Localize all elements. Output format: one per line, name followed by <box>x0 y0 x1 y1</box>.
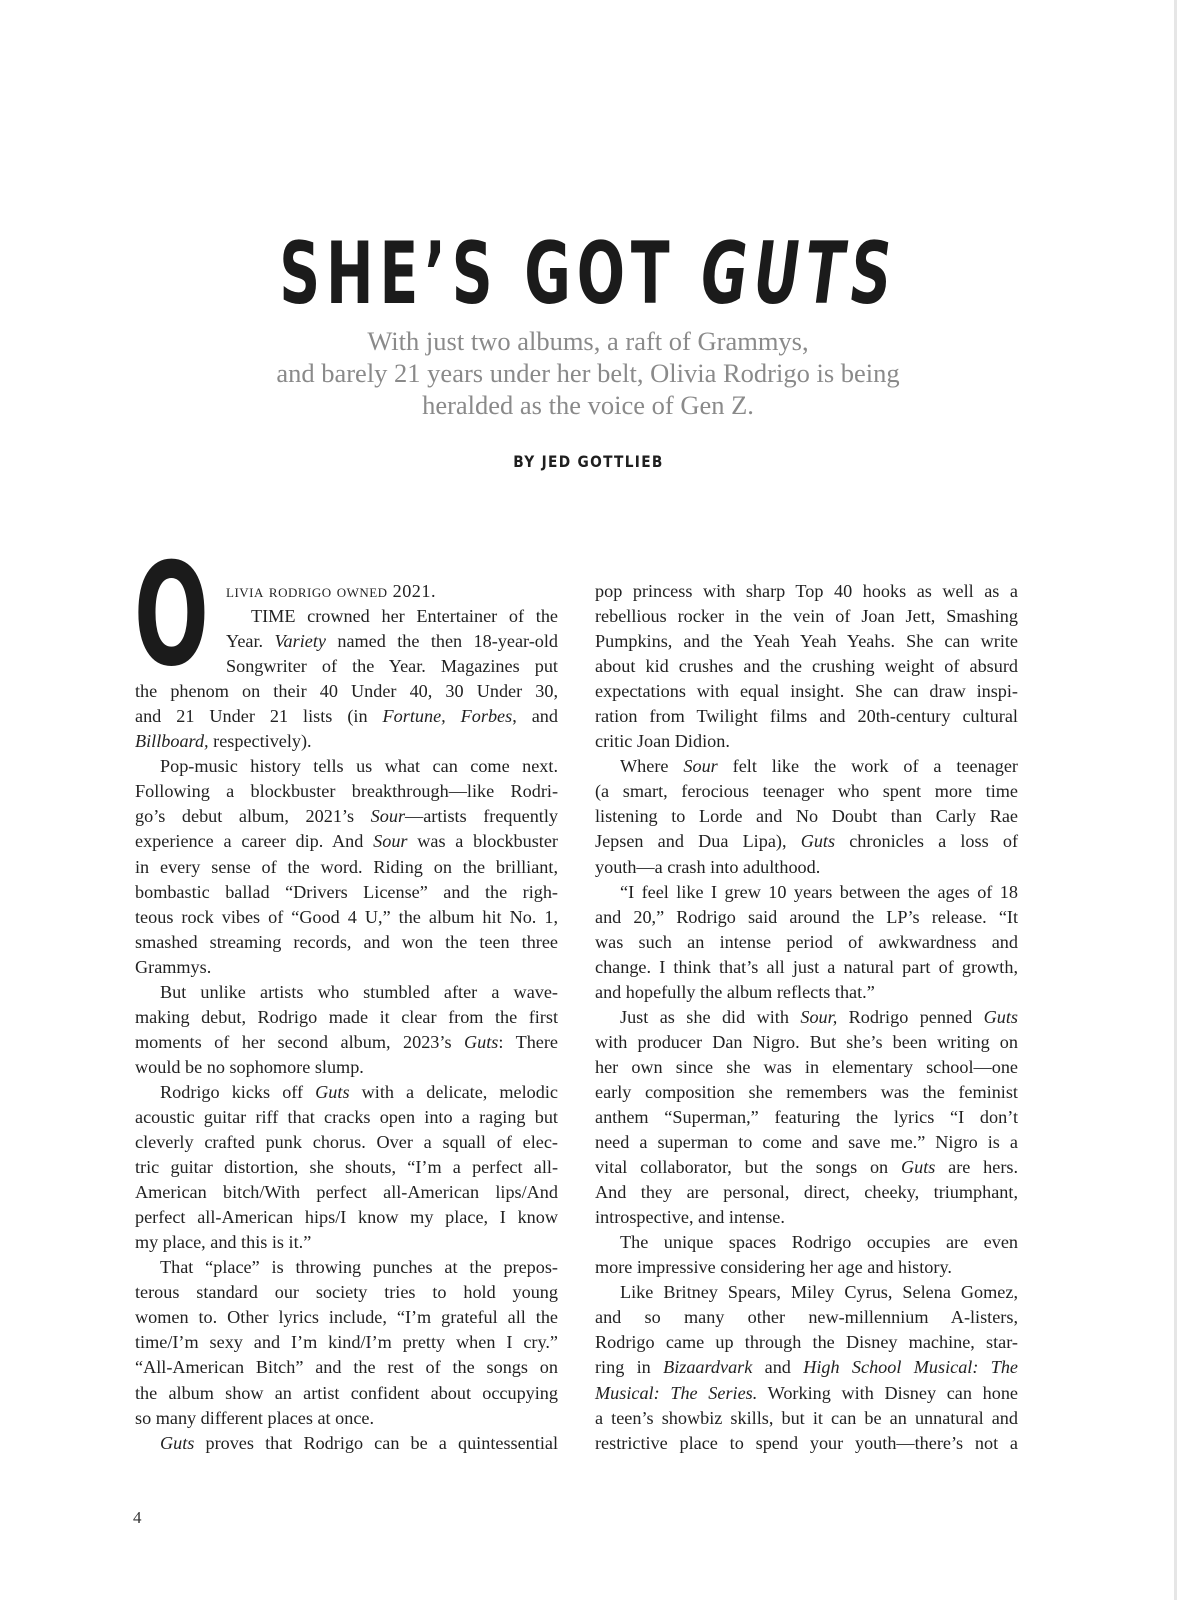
text-line <box>595 905 1018 930</box>
text-run: , and <box>512 706 558 727</box>
text-run: and 20,” Rodrigo said around the LP’s release. “It <box>595 906 1018 927</box>
text-run: restrictive place to spend your youth—there’s not a <box>595 1432 1018 1453</box>
text-run: —artists frequently <box>405 806 558 827</box>
text-line <box>595 704 1018 729</box>
text-run: acoustic guitar riff that cracks open into a raging but <box>135 1106 558 1127</box>
text-run: (a smart, ferocious teenager who spent more time <box>595 781 1018 802</box>
text-line <box>595 1330 1018 1355</box>
text-run: more impressive considering her age and history. <box>595 1257 952 1278</box>
headline-part-2: GUTS <box>701 224 898 324</box>
text-line <box>595 679 1018 704</box>
italic-text: Sour, <box>800 1006 838 1027</box>
text-line <box>135 1055 558 1080</box>
text-line <box>135 1280 558 1305</box>
text-line <box>595 1406 1018 1431</box>
text-run: And they are personal, direct, cheeky, triumphant, <box>595 1182 1018 1203</box>
text-run: ration from Twilight films and 20th-century cultural <box>595 706 1018 727</box>
text-line <box>595 1205 1018 1230</box>
text-run: felt like the work of a teenager <box>717 756 1018 777</box>
text-line <box>135 1155 558 1180</box>
text-run: That “place” is throwing punches at the prepos- <box>160 1257 558 1278</box>
italic-text: Variety <box>274 631 326 652</box>
text-run: moments of her second album, 2023’s <box>135 1031 465 1052</box>
text-line <box>135 754 558 779</box>
text-line <box>135 779 558 804</box>
text-run: was a blockbuster <box>407 831 558 852</box>
text-run: bombastic ballad “Drivers License” and the righ- <box>135 881 558 902</box>
italic-text: Sour <box>370 806 406 827</box>
text-run: her own since she was in elementary school—one <box>595 1056 1018 1077</box>
italic-text: Fortune, Forbes <box>382 706 513 727</box>
text-line <box>135 905 558 930</box>
text-line <box>595 1230 1018 1255</box>
text-run: with a delicate, melodic <box>349 1081 558 1102</box>
text-run: named the then 18-year-old <box>325 631 559 652</box>
text-run: with producer Dan Nigro. But she’s been writing on <box>595 1031 1018 1052</box>
text-run: Working with Disney can hone <box>757 1382 1018 1403</box>
text-run: Where <box>620 756 684 777</box>
text-run: women to. Other lyrics include, “I’m grateful all the <box>135 1307 558 1328</box>
text-line <box>135 729 558 754</box>
text-run: Following a blockbuster breakthrough—like Rodri- <box>135 781 558 802</box>
italic-text: High School Musical: The <box>803 1357 1018 1378</box>
text-line <box>595 729 1018 754</box>
text-run: making debut, Rodrigo made it clear from the first <box>135 1006 558 1027</box>
text-run: : There <box>498 1031 558 1052</box>
text-run: was such an intense period of awkwardness and <box>595 931 1018 952</box>
italic-text: Guts <box>800 831 836 852</box>
text-line <box>135 1005 558 1030</box>
text-run: Rodrigo penned <box>837 1006 984 1027</box>
text-run: experience a career dip. And <box>135 831 374 852</box>
byline-text: BY JED GOTTLIEB <box>513 452 664 471</box>
italic-text: Sour <box>683 756 718 777</box>
text-run: are hers. <box>935 1157 1018 1178</box>
text-line <box>135 1230 558 1255</box>
text-line <box>135 1255 558 1280</box>
text-line <box>135 1205 558 1230</box>
text-line <box>135 930 558 955</box>
text-line <box>135 1105 558 1130</box>
text-line <box>595 829 1018 854</box>
text-line <box>595 779 1018 804</box>
text-run: a teen’s showbiz skills, but it can be an unnatural and <box>595 1407 1018 1428</box>
text-line <box>135 704 558 729</box>
text-line <box>135 980 558 1005</box>
text-run: Pumpkins, and the Yeah Yeah Yeahs. She can write <box>595 631 1018 652</box>
byline <box>0 452 1177 471</box>
text-run: smashed streaming records, and won the teen three <box>135 931 558 952</box>
text-line <box>595 855 1018 880</box>
text-run: livia rodrigo owned 2021. <box>226 581 437 601</box>
text-line <box>135 1305 558 1330</box>
text-run: Like Britney Spears, Miley Cyrus, Selena Gomez, <box>620 1282 1018 1303</box>
text-run: “I feel like I grew 10 years between the ages of 18 <box>620 881 1018 902</box>
text-line <box>135 955 558 980</box>
text-line <box>595 1005 1018 1030</box>
italic-text: Sour <box>373 831 408 852</box>
text-run: the phenom on their 40 Under 40, 30 Under 30, <box>135 681 558 702</box>
text-run: youth—a crash into adulthood. <box>595 856 821 877</box>
text-line <box>595 1055 1018 1080</box>
text-line <box>595 804 1018 829</box>
text-run: about kid crushes and the crushing weight of absurd <box>595 656 1018 677</box>
dek-line: With just two albums, a raft of Grammys, <box>367 326 809 356</box>
italic-text: Guts <box>464 1031 499 1052</box>
text-run: the album show an artist confident about occupying <box>135 1382 558 1403</box>
text-run: The unique spaces Rodrigo occupies are even <box>620 1232 1018 1253</box>
text-line <box>595 880 1018 905</box>
text-line <box>595 1255 1018 1280</box>
text-line <box>595 1130 1018 1155</box>
text-line <box>595 579 1018 604</box>
text-run: Rodrigo came up through the Disney machine, star- <box>595 1332 1018 1353</box>
text-run: critic Joan Didion. <box>595 731 730 752</box>
text-run: time/I’m sexy and I’m kind/I’m pretty when I cry.” <box>135 1332 558 1353</box>
text-run: Grammys. <box>135 956 212 977</box>
text-run: Just as she did with <box>620 1006 801 1027</box>
text-run: listening to Lorde and No Doubt than Carly Rae <box>595 806 1018 827</box>
text-line <box>135 1030 558 1055</box>
text-run: need a superman to come and save me.” Nigro is a <box>595 1132 1018 1153</box>
text-run: my place, and this is it.” <box>135 1232 312 1253</box>
text-line <box>135 679 558 704</box>
text-run: go’s debut album, 2021’s <box>135 806 371 827</box>
text-line <box>595 980 1018 1005</box>
text-run: introspective, and intense. <box>595 1207 785 1228</box>
text-run: pop princess with sharp Top 40 hooks as well as a <box>595 581 1018 601</box>
text-run: in every sense of the word. Riding on the brilliant, <box>135 856 558 877</box>
text-line <box>135 1406 558 1431</box>
text-run: so many different places at once. <box>135 1407 375 1428</box>
text-run: rebellious rocker in the vein of Joan Jett, Smashing <box>595 606 1018 627</box>
drop-cap: O <box>134 533 209 698</box>
text-line <box>595 1381 1018 1406</box>
text-run: Songwriter of the Year. Magazines put <box>226 656 558 677</box>
text-run: would be no sophomore slump. <box>135 1056 364 1077</box>
text-run: ring in <box>595 1357 664 1378</box>
text-run: Year. <box>226 631 275 652</box>
text-line <box>135 1080 558 1105</box>
text-run: cleverly crafted punk chorus. Over a squall of elec- <box>135 1132 558 1153</box>
italic-text: Billboard, <box>135 731 209 752</box>
text-line <box>135 1330 558 1355</box>
text-run: expectations with equal insight. She can draw inspi- <box>595 681 1018 702</box>
page-number: 4 <box>133 1508 142 1527</box>
italic-text: Musical: The Series. <box>595 1382 758 1403</box>
text-run: American bitch/With perfect all-American lips/And <box>135 1182 558 1203</box>
text-line <box>135 880 558 905</box>
text-line <box>595 955 1018 980</box>
text-line <box>595 604 1018 629</box>
dek-line: and barely 21 years under her belt, Olivia Rodrigo is being <box>276 358 900 388</box>
text-line <box>226 629 558 654</box>
italic-text: Guts <box>160 1432 195 1453</box>
text-run: early composition she remembers was the feminist <box>595 1081 1018 1102</box>
text-line <box>595 1080 1018 1105</box>
text-line <box>595 1280 1018 1305</box>
text-run: and hopefully the album reflects that.” <box>595 981 875 1002</box>
text-run: tric guitar distortion, she shouts, “I’m a perfect all- <box>135 1157 558 1178</box>
text-line <box>226 604 558 629</box>
text-line <box>135 804 558 829</box>
text-line <box>135 855 558 880</box>
text-run: Rodrigo kicks off <box>160 1081 316 1102</box>
text-run: “All-American Bitch” and the rest of the songs on <box>135 1357 558 1378</box>
text-run: and <box>752 1357 804 1378</box>
text-line <box>595 1180 1018 1205</box>
text-run: teous rock vibes of “Good 4 U,” the album hit No. 1, <box>135 906 558 927</box>
text-line <box>135 829 558 854</box>
text-run: TIME crowned her Entertainer of the <box>251 606 558 627</box>
text-line <box>135 1180 558 1205</box>
text-run: Jepsen and Dua Lipa), <box>595 831 801 852</box>
headline <box>0 224 1177 324</box>
text-line <box>135 1130 558 1155</box>
text-line <box>595 629 1018 654</box>
text-run: chronicles a loss of <box>835 831 1019 852</box>
text-run: respectively). <box>208 731 312 752</box>
text-line <box>595 1431 1018 1456</box>
text-run: and 21 Under 21 lists (in <box>135 706 383 727</box>
dek <box>188 325 988 421</box>
text-run: anthem “Superman,” featuring the lyrics “I don’t <box>595 1106 1018 1127</box>
italic-text: Guts <box>900 1157 936 1178</box>
headline-part-1: SHE’S GOT <box>279 224 676 324</box>
text-line <box>135 1355 558 1380</box>
text-line <box>595 930 1018 955</box>
text-run: and so many other new-millennium A-listers, <box>595 1307 1018 1328</box>
text-run: vital collaborator, but the songs on <box>595 1157 901 1178</box>
text-line <box>595 754 1018 779</box>
text-line <box>135 1381 558 1406</box>
article-column-right <box>595 579 1018 1456</box>
text-run: terous standard our society tries to hold young <box>135 1282 558 1303</box>
article-column-left <box>135 579 558 1456</box>
italic-text: Bizaardvark <box>663 1357 753 1378</box>
text-run: change. I think that’s all just a natural part of growth, <box>595 956 1018 977</box>
text-line <box>226 579 558 604</box>
text-line <box>595 1305 1018 1330</box>
dek-line: heralded as the voice of Gen Z. <box>422 390 754 420</box>
headline-text <box>279 224 897 324</box>
text-line <box>595 1355 1018 1380</box>
text-line <box>595 1105 1018 1130</box>
italic-text: Guts <box>983 1006 1018 1027</box>
text-line <box>595 654 1018 679</box>
text-line <box>595 1155 1018 1180</box>
text-line <box>135 1431 558 1456</box>
text-line <box>595 1030 1018 1055</box>
text-run: perfect all-American hips/I know my place, I know <box>135 1207 558 1228</box>
italic-text: Guts <box>315 1081 350 1102</box>
text-run: But unlike artists who stumbled after a wave- <box>160 981 558 1002</box>
text-run: proves that Rodrigo can be a quintessential <box>194 1432 558 1453</box>
text-run: Pop-music history tells us what can come next. <box>160 756 558 777</box>
text-line <box>226 654 558 679</box>
